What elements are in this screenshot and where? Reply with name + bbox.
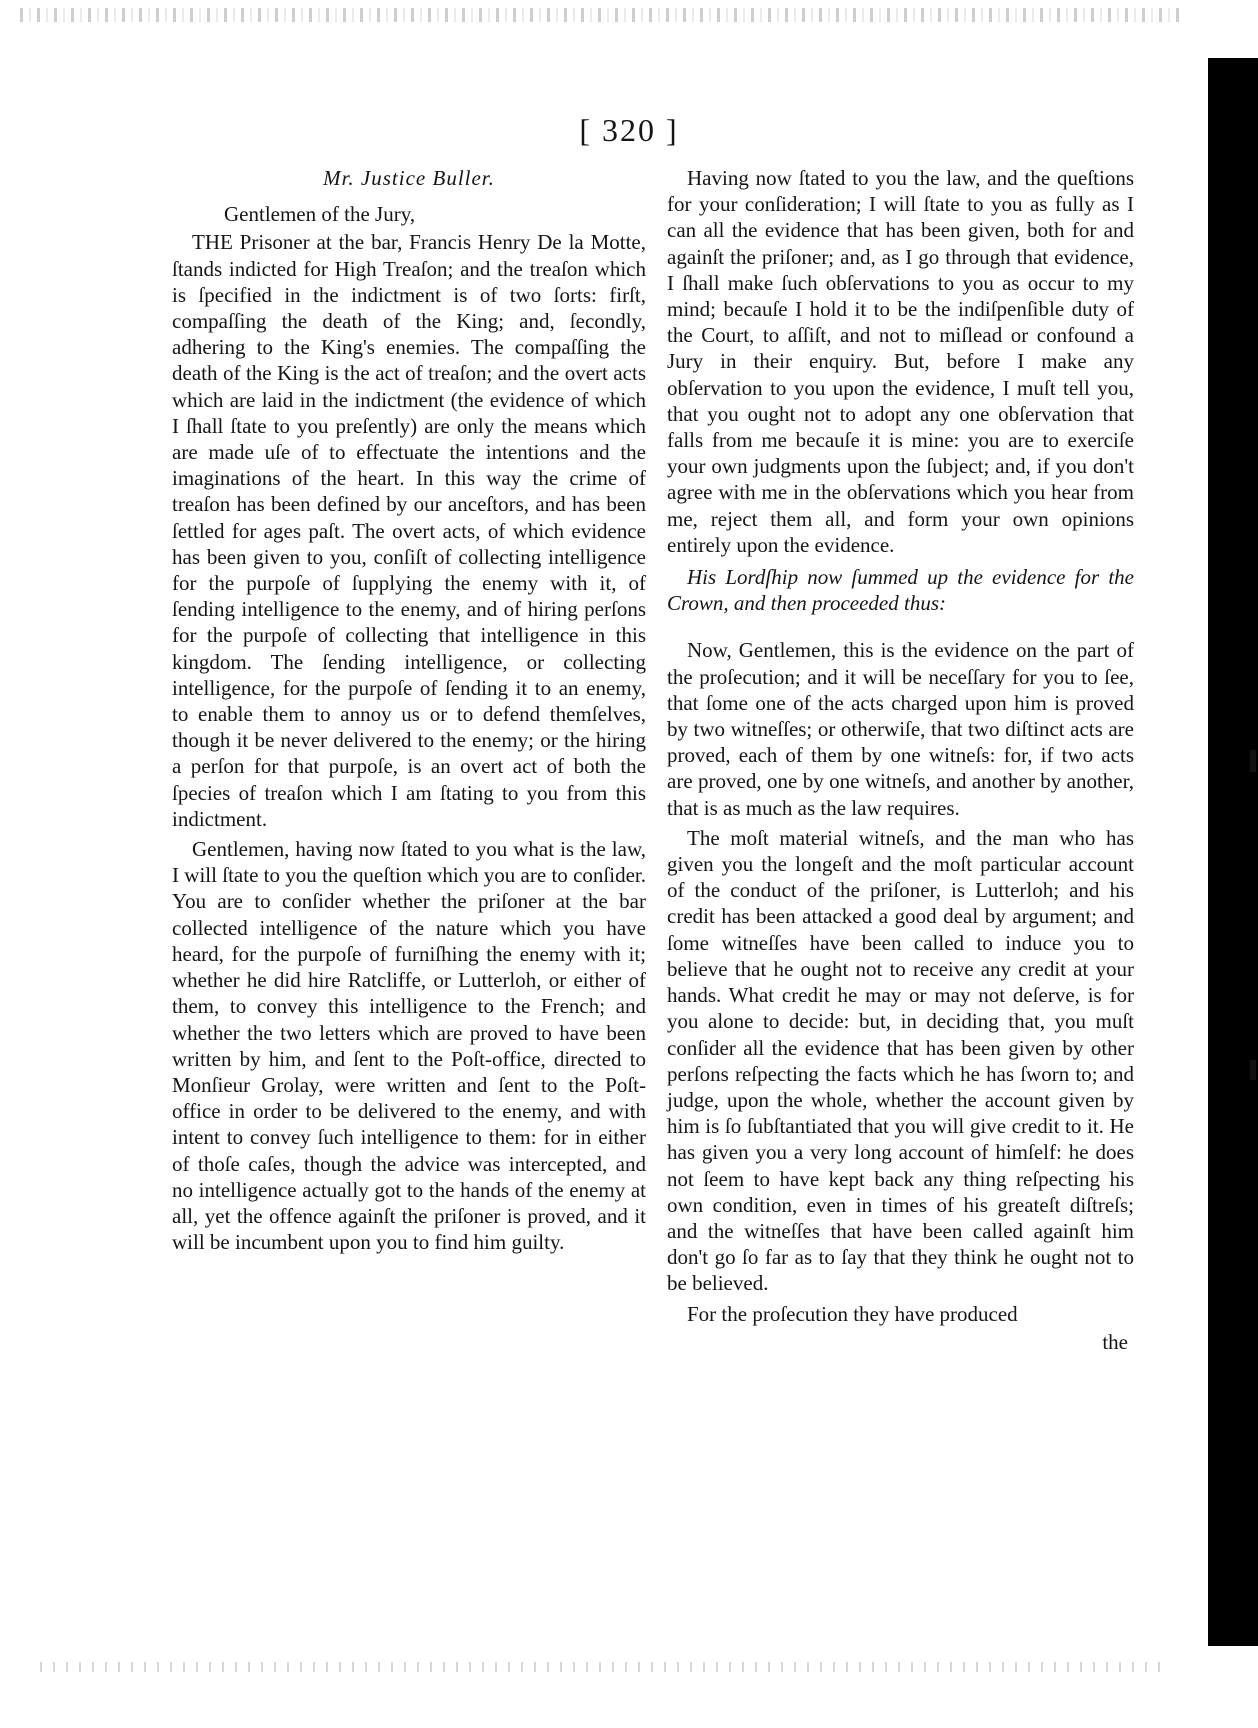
page-number: [ 320 ] (579, 112, 679, 148)
catchword: the (1102, 1329, 1128, 1354)
paragraph: THE Prisoner at the bar, Francis Henry De la Motte, ſtands indicted for High Treaſon; and the treaſon which is ſpecified in the indictment is of two ſorts: firſt, compaſſing the death of the King; and, ſecondly, adhering to the King's enemies. The compaſſing the death of the King is the act of treaſon; and the overt acts which are laid in the indictment (the evidence of which I ſhall ſtate to you preſently) are only the means which are made uſe of to effectuate the intentions and the imaginations of the heart. In this way the crime of treaſon has been defined by our anceſtors, and has been ſettled for ages paſt. The overt acts, of which evidence has been given to you, conſiſt of collecting intelligence for the purpoſe of ſupplying the enemy with it, of ſending intelligence to the enemy, and of hiring perſons for the purpoſe of collecting that intelligence in this kingdom. The ſending intelligence, or collecting intelligence, for the purpoſe of ſending it to an enemy, to enable them to annoy us or to defend themſelves, though it be never delivered to the enemy; or the hiring a perſon for that purpoſe, is an overt act of both the ſpecies of treaſon which I am ſtating to you from this indictment. (172, 230, 646, 831)
italic-note: His Lordſhip now ſummed up the evidence for the Crown, and then proceeded thus: (667, 565, 1134, 616)
paragraph: Having now ſtated to you the law, and the queſtions for your conſideration; I will ſtate to you as fully as I can all the evidence that has been given, both for and againſt the priſoner; and, as I go through that evidence, I ſhall make ſuch obſervations to you as occur to my mind; becauſe I hold it to be the indiſpenſible duty of the Court, to aſſiſt, and not to miſlead or confound a Jury in their enquiry. But, before I make any obſervation to you upon the evidence, I muſt tell you, that you ought not to adopt any one obſervation that falls from me becauſe it is mine: you are to exerciſe your own judgments upon the ſubject; and, if you don't agree with me in the obſervations which you hear from me, reject them all, and form your own opinions entirely upon the evidence. (667, 166, 1134, 557)
left-column (172, 165, 646, 1255)
scan-noise-bottom (40, 1662, 1160, 1672)
scan-noise-top (20, 8, 1180, 22)
paragraph: Gentlemen, having now ſtated to you what is the law, I will ſtate to you the queſtion which you are to conſider. You are to conſider whether the priſoner at the bar collected intelligence of the nature which you have heard, for the purpoſe of furniſhing the enemy with it; whether he did hire Ratcliffe, or Lutterloh, or either of them, to convey this intelligence to the French; and whether the two letters which are proved to have been written by him, and ſent to the Poſt-office, directed to Monſieur Grolay, were written and ſent to the Poſt-office in order to be delivered to the enemy, and with intent to convey ſuch intelligence to them: for in either of thoſe caſes, though the advice was intercepted, and no intelligence actually got to the hands of the enemy at all, yet the offence againſt the priſoner is proved, and it will be incumbent upon you to find him guilty. (172, 837, 646, 1255)
scan-edge-mark (1250, 750, 1256, 772)
paragraph: For the proſecution they have produced (687, 1301, 1018, 1326)
speaker-heading: Mr. Justice Buller. (323, 166, 495, 190)
paragraph: The moſt material witneſs, and the man who has given you the longeſt and the moſt particular account of the conduct of the priſoner, is Lutterloh; and his credit has been attacked a good deal by argument; and ſome witneſſes have been called to induce you to believe that he ought not to receive any credit at your hands. What credit he may or may not deſerve, is for you alone to decide: but, in deciding that, you muſt conſider all the evidence that has been given by other perſons reſpecting the facts which he has ſworn to; and judge, upon the whole, whether the account given by him is ſo ſubſtantiated that you will give credit to it. He has given you a very long account of himſelf: he does not ſeem to have kept back any thing reſpecting his own condition, even in times of his greateſt diſtreſs; and the witneſſes that have been called againſt him don't go ſo far as to ſay that they think he ought not to be believed. (667, 825, 1134, 1296)
scan-edge-mark (1250, 1060, 1256, 1080)
right-column (667, 165, 1134, 1355)
scan-edge-bar (1208, 58, 1258, 1646)
salutation: Gentlemen of the Jury, (224, 202, 416, 227)
paragraph: Now, Gentlemen, this is the evidence on the part of the proſecution; and it will be neceſſary for you to ſee, that ſome one of the acts charged upon him is proved by two witneſſes; or otherwiſe, that two diſtinct acts are proved, each of them by one witneſs: for, if two acts are proved, one by one witneſs, and another by another, that is as much as the law requires. (667, 638, 1134, 820)
